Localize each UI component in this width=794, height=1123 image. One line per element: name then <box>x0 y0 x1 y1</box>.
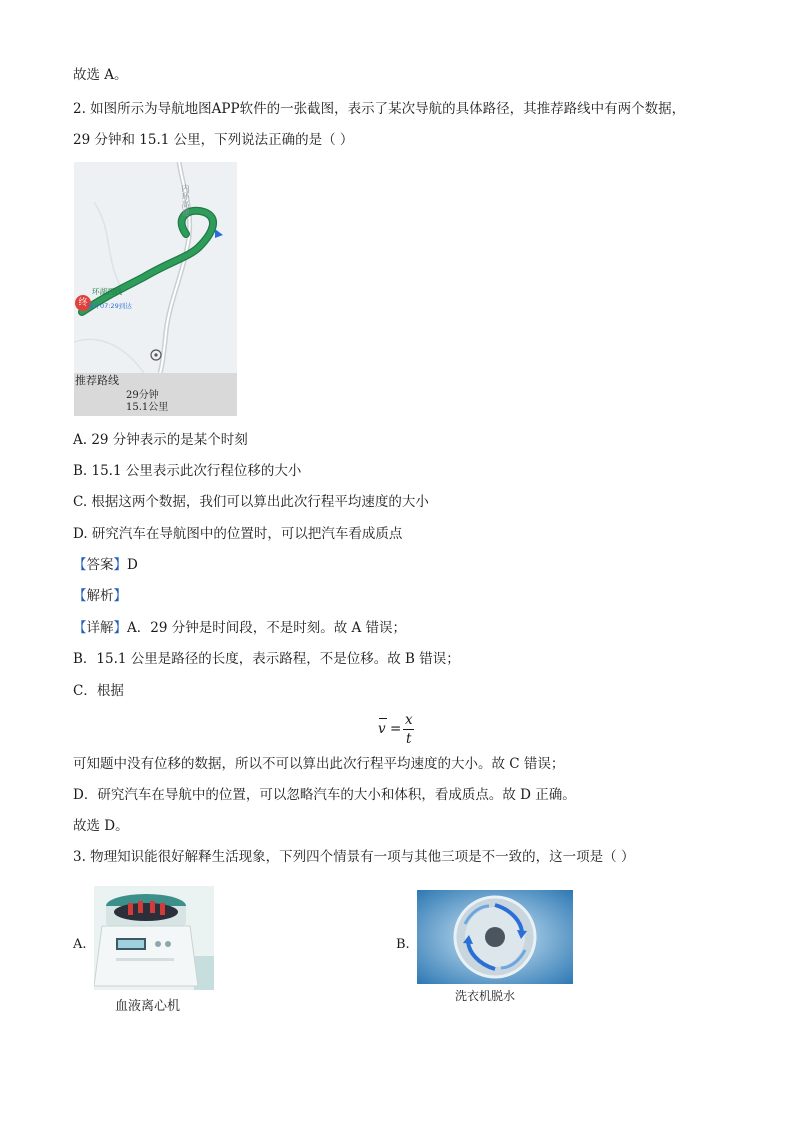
average-velocity-formula <box>378 712 418 748</box>
detail-c: C．根据 <box>73 683 124 699</box>
analysis-heading: 【解析】 <box>73 588 127 604</box>
detail-b: B．15.1 公里是路径的长度，表示路程，不是位移。故 B 错误； <box>73 651 460 667</box>
question-2-stem-line2: 29 分钟和 15.1 公里，下列说法正确的是（ ） <box>73 132 354 148</box>
navigation-map-image <box>74 162 237 416</box>
route-panel-title: 推荐路线 <box>75 374 119 387</box>
option-d: D. 研究汽车在导航图中的位置时，可以把汽车看成质点 <box>73 526 403 542</box>
route-summary-panel <box>74 373 237 416</box>
question-2-stem-line1: 2. 如图所示为导航地图APP软件的一张截图，表示了某次导航的具体路径，其推荐路线中有两个数据， <box>73 101 686 117</box>
answer-tag: 答案 <box>86 557 114 573</box>
answer-value: D <box>127 557 138 573</box>
option-c: C. 根据这两个数据，我们可以算出此次行程平均速度的大小 <box>73 494 429 510</box>
washing-machine-drum-image <box>417 890 573 984</box>
route-name: 环湖西线 <box>92 287 122 296</box>
road-label: 内环高速 <box>181 184 190 216</box>
formula-num: x <box>405 712 413 728</box>
formula-fraction-line <box>403 729 414 730</box>
option-a: A. 29 分钟表示的是某个时刻 <box>73 432 248 448</box>
formula-den: t <box>406 731 412 747</box>
question-2-conclusion: 故选 D。 <box>73 818 129 834</box>
centrifuge-image <box>94 886 214 990</box>
option-b: B. 15.1 公里表示此次行程位移的大小 <box>73 463 302 479</box>
q3-option-a-caption: 血液离心机 <box>115 999 181 1014</box>
detail-d: D．研究汽车在导航中的位置，可以忽略汽车的大小和体积，看成质点。故 D 正确。 <box>73 787 576 803</box>
q3-option-b-letter: B. <box>396 937 410 952</box>
formula-eq: = <box>390 721 402 737</box>
eta-label: 预计07:29到达 <box>87 302 132 310</box>
previous-conclusion: 故选 A。 <box>73 67 128 83</box>
detail-a: 【详解】A．29 分钟是时间段，不是时刻。故 A 错误； <box>73 620 407 636</box>
question-3-stem: 3. 物理知识能很好解释生活现象，下列四个情景有一项与其他三项是不一致的，这一项是（ ） <box>73 849 635 865</box>
formula-lhs: v <box>378 721 386 737</box>
detail-tag: 详解 <box>86 620 114 636</box>
q3-option-b-caption: 洗衣机脱水 <box>455 989 516 1003</box>
route-duration: 29分钟 <box>126 390 159 401</box>
end-marker-icon: 终 <box>75 295 91 311</box>
detail-c2: 可知题中没有位移的数据，所以不可以算出此次行程平均速度的大小。故 C 错误； <box>73 756 565 772</box>
answer-line: 【答案】D <box>73 557 138 573</box>
q3-option-a-letter: A. <box>73 937 87 952</box>
formula-bar <box>379 718 387 719</box>
route-distance: 15.1公里 <box>126 402 169 413</box>
